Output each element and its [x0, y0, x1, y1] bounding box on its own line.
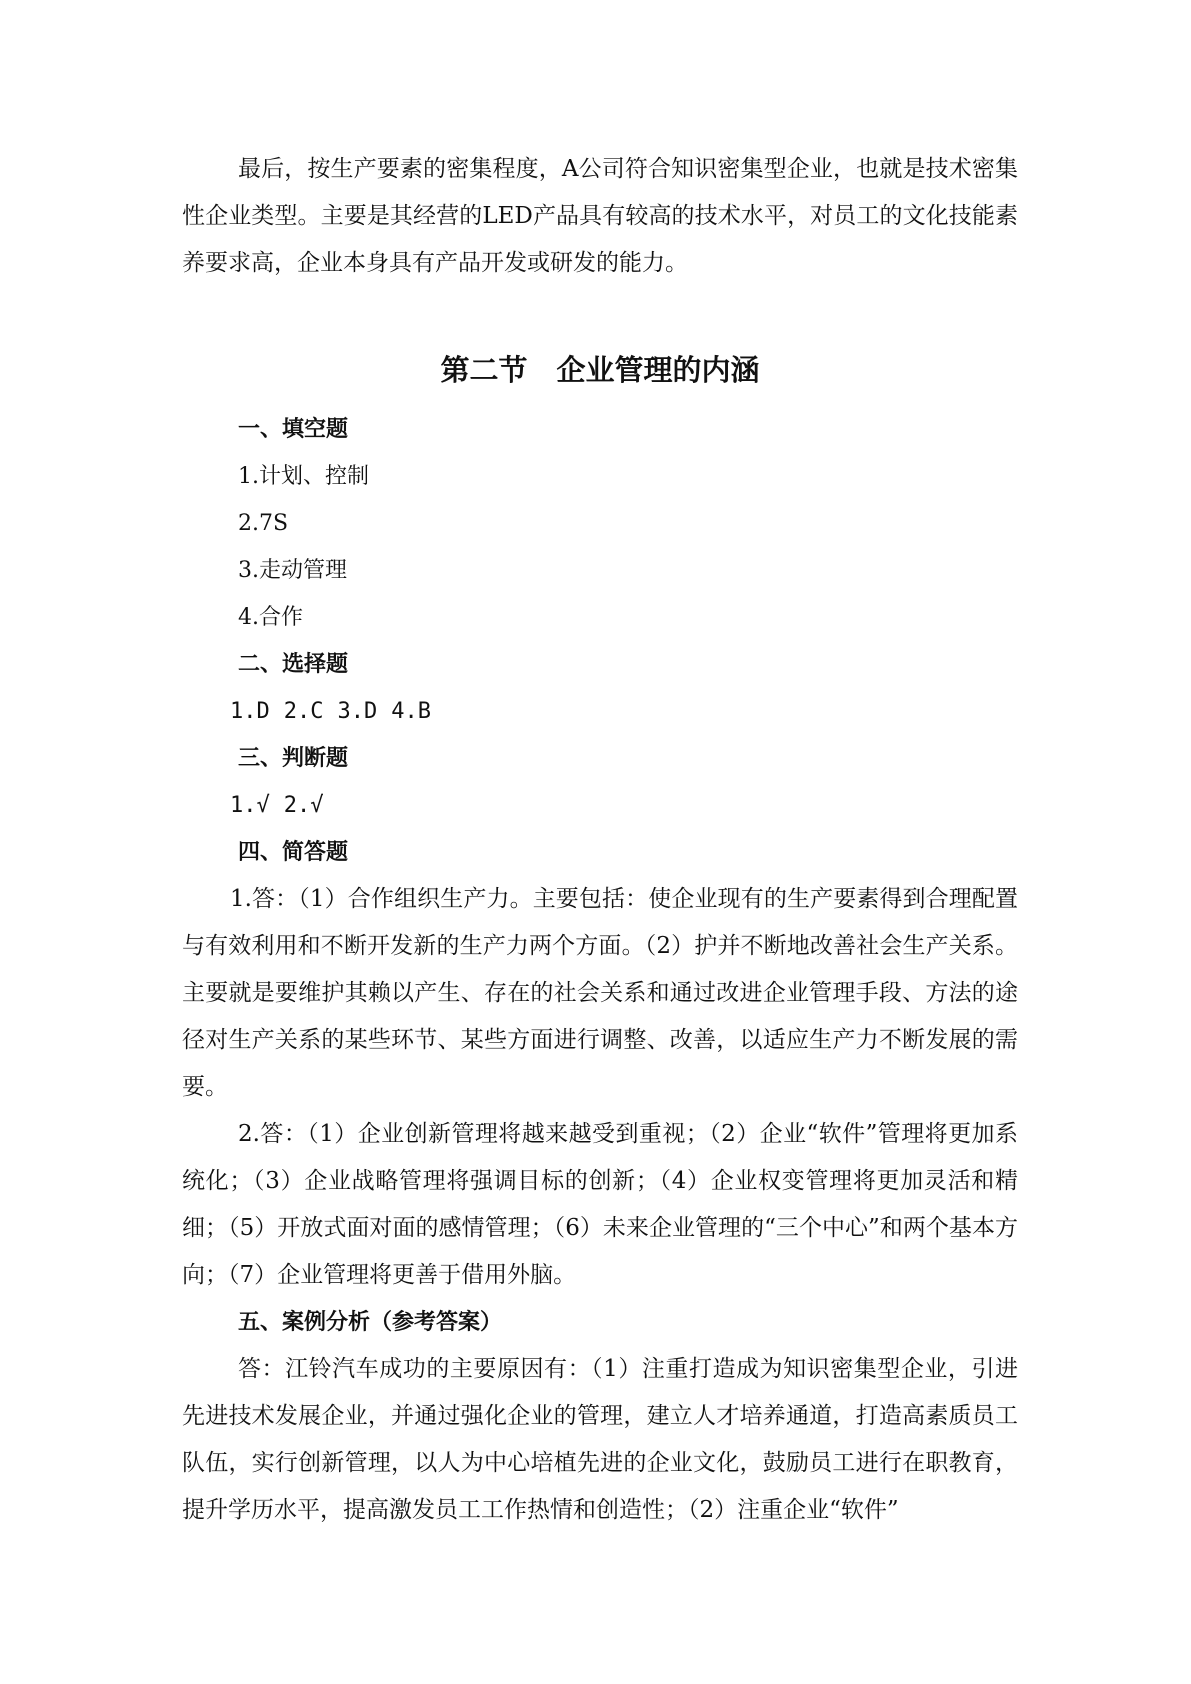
fill-blank-section: [182, 406, 1018, 641]
case-analysis-section: [182, 1299, 1018, 1534]
fill-blank-heading: 一、填空题: [238, 417, 349, 442]
fill-blank-item: 3.走动管理: [238, 558, 347, 583]
fill-blank-item: 1.计划、控制: [238, 464, 369, 489]
choice-answer: 4.B: [391, 699, 431, 724]
document-body: [182, 146, 1018, 1534]
choice-answer: 1.D: [230, 699, 270, 724]
case-analysis-answer: 答：江铃汽车成功的主要原因有：（1）注重打造成为知识密集型企业，引进先进技术发展企业，并通过强化企业的管理，建立人才培养通道，打造高素质员工队伍，实行创新管理，以人为中心培植先进的企业文化，鼓励员工进行在职教育，提升学历水平，提高激发员工工作热情和创造性；（2）注重企业“软件”: [182, 1356, 1018, 1523]
true-false-section: [182, 735, 1018, 829]
judgement-answer: 1.√: [230, 793, 270, 818]
short-answer-section: [182, 829, 1018, 1299]
choice-answer: 2.C: [283, 699, 324, 724]
short-answer-2: 2.答：（1）企业创新管理将越来越受到重视；（2）企业“软件”管理将更加系统化；（3）企业战略管理将强调目标的创新；（4）企业权变管理将更加灵活和精细；（5）开放式面对面的感情管理；（6）未来企业管理的“三个中心”和两个基本方向；（7）企业管理将更善于借用外脑。: [182, 1121, 1018, 1288]
true-false-answers: [182, 782, 1018, 829]
case-analysis-heading: 五、案例分析（参考答案）: [238, 1310, 503, 1335]
intro-paragraph: 最后，按生产要素的密集程度，A公司符合知识密集型企业，也就是技术密集性企业类型。主要是其经营的LED产品具有较高的技术水平，对员工的文化技能素养要求高，企业本身具有产品开发或研发的能力。: [182, 156, 1018, 276]
multiple-choice-heading: 二、选择题: [238, 652, 349, 677]
judgement-answer: 2.√: [283, 793, 324, 818]
fill-blank-item: 4.合作: [238, 605, 303, 630]
fill-blank-item: 2.7S: [238, 511, 289, 536]
section-title: 第二节 企业管理的内涵: [440, 353, 760, 387]
true-false-heading: 三、判断题: [238, 746, 349, 771]
short-answer-1: 1.答：（1）合作组织生产力。主要包括：使企业现有的生产要素得到合理配置与有效利用和不断开发新的生产力两个方面。（2）护并不断地改善社会生产关系。主要就是要维护其赖以产生、存在的社会关系和通过改进企业管理手段、方法的途径对生产关系的某些环节、某些方面进行调整、改善，以适应生产力不断发展的需要。: [182, 886, 1018, 1100]
multiple-choice-answers: [182, 688, 1018, 735]
short-answer-heading: 四、简答题: [238, 840, 349, 865]
choice-answer: 3.D: [337, 699, 378, 724]
multiple-choice-section: [182, 641, 1018, 735]
